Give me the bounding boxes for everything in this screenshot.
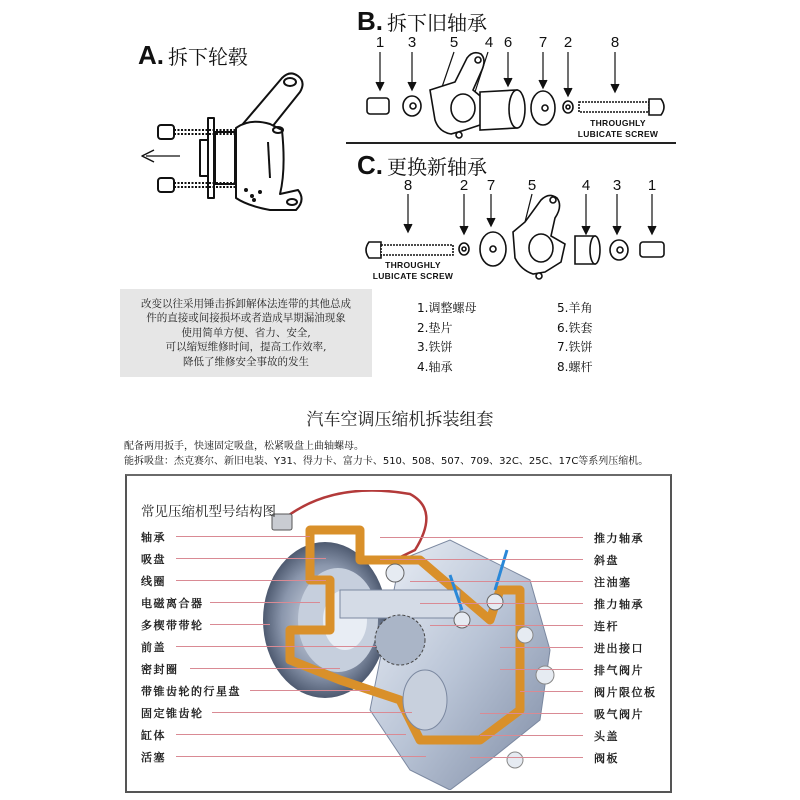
leader-line — [210, 624, 270, 625]
label-planetary-disc: 带锥齿轮的行星盘 — [141, 685, 241, 698]
leader-line — [480, 713, 583, 714]
leader-line — [410, 581, 583, 582]
label-valve-plate: 阀板 — [594, 752, 619, 765]
leader-line — [190, 668, 340, 669]
hub-puller-illustration — [120, 70, 320, 240]
section-a-heading — [138, 40, 248, 71]
parts-legend-right — [557, 299, 592, 377]
callout-b-5: 5 — [449, 34, 459, 51]
label-head-cover: 头盖 — [594, 730, 619, 743]
note-line: 降低了维修安全事故的发生 — [183, 355, 309, 368]
callout-c-7: 7 — [486, 177, 496, 194]
leader-line — [380, 559, 583, 560]
compressor-cutaway-illustration — [250, 490, 570, 790]
note-line: 件的直接或间接损坏或者造成早期漏油现象 — [146, 312, 346, 325]
label-electromagnetic-clutch: 电磁离合器 — [141, 597, 204, 610]
compressor-diagram-title: 常见压缩机型号结构图 — [141, 504, 276, 520]
section-c-screw-caption — [358, 260, 468, 282]
legend-item: 5.羊角 — [557, 301, 593, 315]
section-a-letter: A. — [138, 40, 164, 70]
section-b-screw-caption — [562, 118, 674, 140]
leader-line — [176, 734, 406, 735]
leader-line — [420, 603, 583, 604]
kit-description-line-1: 配备两用扳手，快速固定吸盘，松紧吸盘上曲轴螺母。 — [124, 441, 364, 452]
label-suction-disc: 吸盘 — [141, 553, 166, 566]
leader-line — [212, 712, 412, 713]
leader-line — [250, 690, 370, 691]
caption-line-2: LUBICATE SCREW — [372, 271, 454, 281]
caption-line-2: LUBICATE SCREW — [577, 129, 659, 139]
kit-title: 汽车空调压缩机拆装组套 — [306, 410, 494, 430]
leader-line — [176, 646, 376, 647]
label-thrust-bearing-2: 推力轴承 — [594, 598, 644, 611]
parts-legend-left — [417, 299, 476, 377]
callout-b-2: 2 — [563, 34, 573, 51]
legend-item: 6.铁套 — [557, 320, 593, 335]
section-b-title: 拆下旧轴承 — [387, 11, 487, 35]
leader-line — [470, 757, 583, 758]
section-a-title: 拆下轮毂 — [168, 45, 248, 69]
section-c-title: 更换新轴承 — [387, 155, 487, 179]
section-divider — [346, 142, 676, 144]
label-discharge-valve: 排气阀片 — [594, 664, 644, 677]
callout-b-8: 8 — [610, 34, 620, 51]
leader-line — [500, 669, 583, 670]
callout-c-2: 2 — [459, 177, 469, 194]
leader-line — [520, 691, 583, 692]
label-bearing: 轴承 — [141, 531, 166, 544]
callout-b-7: 7 — [538, 34, 548, 51]
label-cylinder-block: 缸体 — [141, 729, 166, 742]
leader-line — [176, 580, 326, 581]
legend-item: 3.铁饼 — [417, 340, 453, 354]
leader-line — [176, 558, 326, 559]
label-valve-retainer: 阀片限位板 — [594, 686, 657, 699]
label-connecting-rod: 连杆 — [594, 620, 619, 633]
callout-c-1: 1 — [647, 177, 657, 194]
leader-line — [430, 625, 583, 626]
label-coil: 线圈 — [141, 575, 166, 588]
section-b-letter: B. — [357, 6, 383, 36]
callout-c-5: 5 — [527, 177, 537, 194]
legend-item: 4.轴承 — [417, 359, 453, 374]
note-line: 使用简单方便、省力、安全, — [181, 326, 311, 339]
label-thrust-bearing-1: 推力轴承 — [594, 532, 644, 545]
callout-b-4: 4 — [484, 34, 494, 51]
label-front-cover: 前盖 — [141, 641, 166, 654]
callout-c-3: 3 — [612, 177, 622, 194]
legend-item: 7.铁饼 — [557, 340, 593, 354]
leader-line — [480, 735, 583, 736]
leader-line — [176, 756, 426, 757]
legend-item: 1.调整螺母 — [417, 301, 477, 315]
kit-description-line-2: 能拆吸盘：杰克赛尔、新旧电装、Y31、得力卡、富力卡、510、508、507、709、32C、25C、17C等系列压缩机。 — [124, 456, 649, 467]
callout-c-4: 4 — [581, 177, 591, 194]
note-line: 可以缩短维修时间，提高工作效率, — [165, 341, 327, 354]
label-piston: 活塞 — [141, 751, 166, 764]
callout-b-6: 6 — [503, 34, 513, 51]
label-fixed-bevel-gear: 固定锥齿轮 — [141, 707, 204, 720]
label-suction-valve: 吸气阀片 — [594, 708, 644, 721]
leader-line — [176, 536, 310, 537]
caption-line-1: THROUGHLY — [590, 118, 646, 128]
callout-b-1: 1 — [375, 34, 385, 51]
label-seal-ring: 密封圈 — [141, 663, 179, 676]
callout-c-8: 8 — [403, 177, 413, 194]
label-oil-plug: 注油塞 — [594, 576, 632, 589]
legend-item: 8.螺杆 — [557, 359, 593, 374]
note-line: 改变以往采用锤击拆卸解体法连带的其他总成 — [141, 297, 351, 310]
feature-note-box — [120, 289, 372, 377]
callout-b-3: 3 — [407, 34, 417, 51]
leader-line — [500, 647, 583, 648]
legend-item: 2.垫片 — [417, 320, 453, 335]
section-c-letter: C. — [357, 150, 383, 180]
leader-line — [380, 537, 583, 538]
label-swash-plate: 斜盘 — [594, 554, 619, 567]
label-inlet-outlet-port: 进出接口 — [594, 642, 644, 655]
label-multi-v-belt-pulley: 多楔带带轮 — [141, 619, 204, 632]
section-b-heading — [357, 6, 487, 37]
caption-line-1: THROUGHLY — [385, 260, 441, 270]
leader-line — [210, 602, 320, 603]
